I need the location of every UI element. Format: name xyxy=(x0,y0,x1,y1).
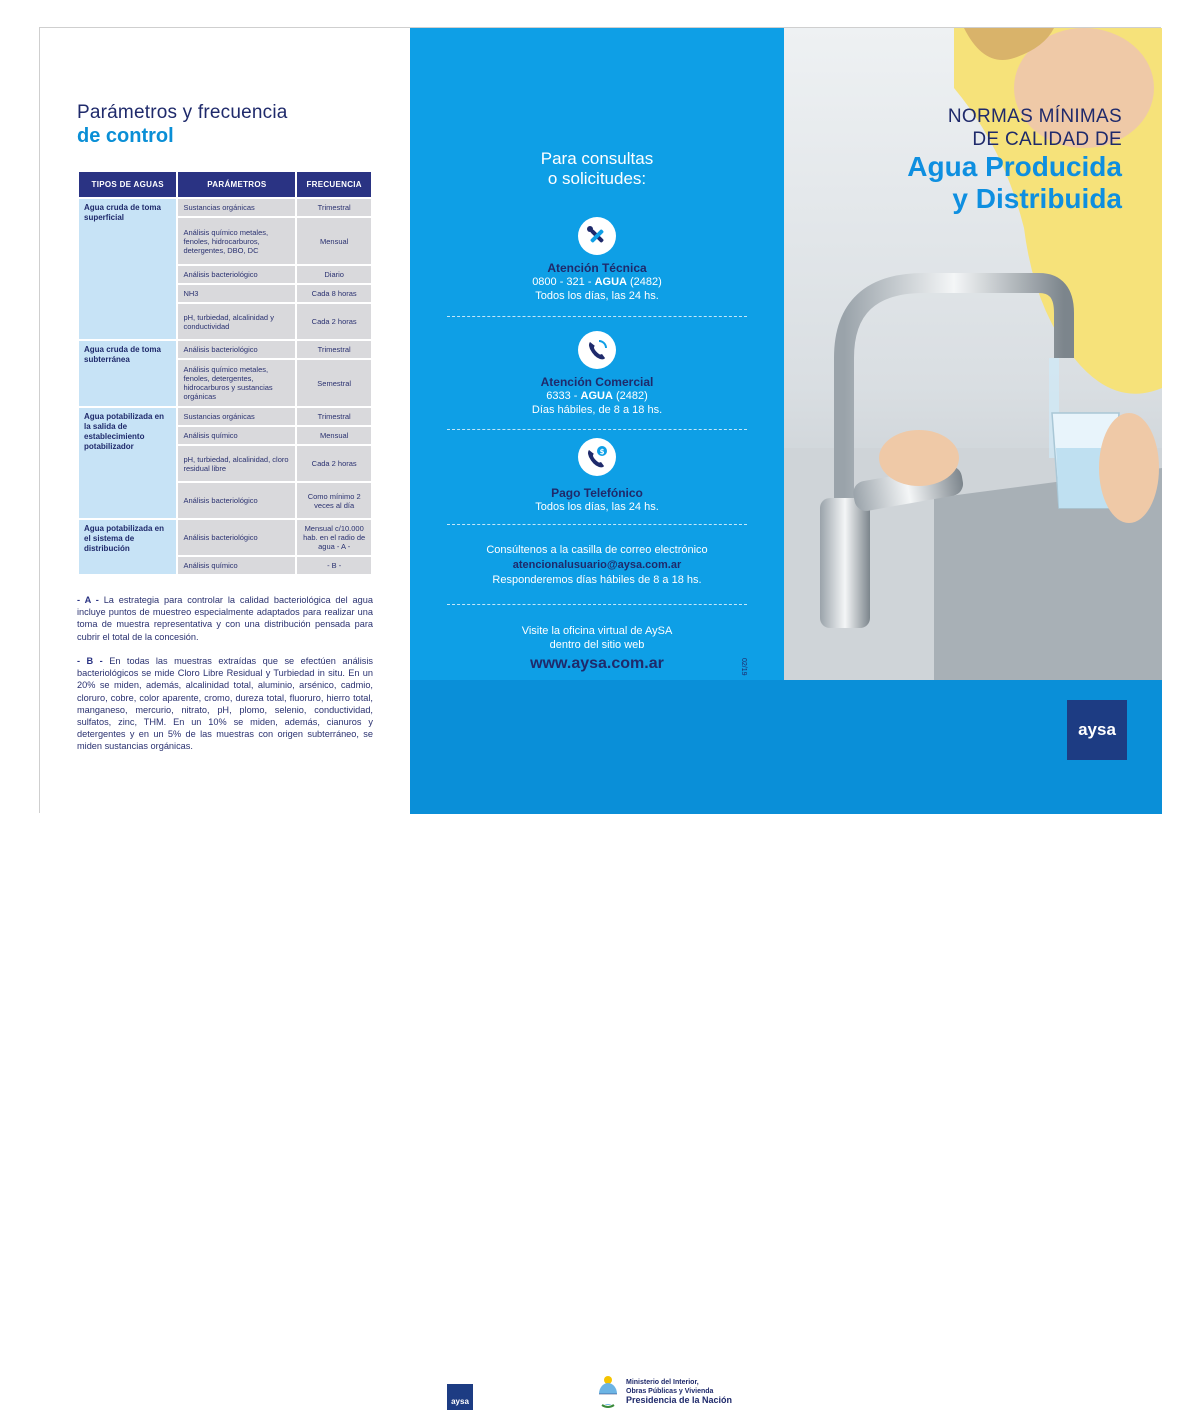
divider xyxy=(447,429,747,430)
param-cell: Análisis químico xyxy=(178,557,295,574)
email-link[interactable]: atencionalusuario@aysa.com.ar xyxy=(512,559,682,571)
param-cell: pH, turbiedad, alcalinidad, cloro residual libre xyxy=(178,446,295,481)
frequency-cell: Cada 2 horas xyxy=(297,446,371,481)
column-header-params: PARÁMETROS xyxy=(178,172,295,197)
param-cell: Análisis bacteriológico xyxy=(178,483,295,518)
frequency-cell: Trimestral xyxy=(297,408,371,425)
service-name: Atención Técnica xyxy=(547,261,647,275)
param-cell: Análisis químico xyxy=(178,427,295,444)
param-cell: pH, turbiedad, alcalinidad y conductividad xyxy=(178,304,295,339)
note-b-text: En todas las muestras extraídas que se efectúen análisis bacteriológicos se mide Cloro Libre Residual y Turbiedad in situ. En un 20% se miden, además, alcalinidad total, aluminio, arsénico, cadmio, cloruro, cobre, color aparente, cromo, dureza total, fluoruro, hierro total, manganeso, mercurio, nitrato, pH, plomo, selenio, conductividad, sulfatos, zinc, THM. En un 10% se miden, además, cianuros y detergentes y en un 5% de las muestras con origen subterráneo, se miden sustancias orgánicas. xyxy=(77,656,373,752)
web-line-1: Visite la oficina virtual de AySA xyxy=(521,625,673,637)
frequency-cell: - B - xyxy=(297,557,371,574)
service-name: Atención Comercial xyxy=(540,375,654,389)
note-a xyxy=(77,594,373,643)
param-cell: Sustancias orgánicas xyxy=(178,199,295,216)
headline-line-4: y Distribuida xyxy=(952,183,1122,214)
service-technical xyxy=(410,261,784,303)
param-cell: Análisis bacteriológico xyxy=(178,266,295,283)
ministry-line-3: Presidencia de la Nación xyxy=(626,1394,733,1405)
frequency-cell: Mensual c/10.000 hab. en el radio de agua - A - xyxy=(297,520,371,555)
frequency-cell: Cada 2 horas xyxy=(297,304,371,339)
param-cell: Sustancias orgánicas xyxy=(178,408,295,425)
website-link[interactable]: www.aysa.com.ar xyxy=(530,655,664,672)
water-type-cell: Agua cruda de toma subterránea xyxy=(79,341,176,406)
headline-line-3: Agua Producida xyxy=(907,151,1122,182)
tools-icon xyxy=(578,217,616,255)
headline-line-2: DE CALIDAD DE xyxy=(972,129,1122,150)
divider xyxy=(447,604,747,605)
divider xyxy=(447,316,747,317)
svg-text:$: $ xyxy=(599,448,605,456)
note-a-text: La estrategia para controlar la calidad bacteriológica del agua incluye puntos de muestreo especialmente adaptados para realizar una toma de muestra representativa y con una distribución pensada para cubrir el total de la concesión. xyxy=(77,595,373,642)
table-row xyxy=(79,341,371,358)
water-type-cell: Agua potabilizada en la salida de establecimiento potabilizador xyxy=(79,408,176,518)
param-cell: Análisis bacteriológico xyxy=(178,520,295,555)
divider xyxy=(447,524,747,525)
service-payment xyxy=(410,486,784,514)
email-block xyxy=(410,543,784,588)
param-cell: Análisis químico metales, fenoles, hidrocarburos, detergentes, DBO, DC xyxy=(178,218,295,264)
phone-suffix: (2482) xyxy=(612,390,648,402)
frequency-cell: Semestral xyxy=(297,360,371,406)
phone-icon xyxy=(578,331,616,369)
note-b xyxy=(77,655,373,753)
water-type-cell: Agua cruda de toma superficial xyxy=(79,199,176,339)
note-b-label: - B - xyxy=(77,656,103,666)
section-title: Parámetros y frecuencia xyxy=(77,102,288,123)
frequency-cell: Trimestral xyxy=(297,199,371,216)
frequency-cell: Trimestral xyxy=(297,341,371,358)
table-row xyxy=(79,520,371,555)
left-panel xyxy=(40,28,410,814)
ministry-line-1: Ministerio del Interior, xyxy=(626,1378,699,1386)
water-type-cell: Agua potabilizada en el sistema de distribución xyxy=(79,520,176,574)
frequency-cell: Cada 8 horas xyxy=(297,285,371,302)
frequency-cell: Como mínimo 2 veces al día xyxy=(297,483,371,518)
param-cell: NH3 xyxy=(178,285,295,302)
frequency-cell: Mensual xyxy=(297,218,371,264)
frequency-cell: Mensual xyxy=(297,427,371,444)
param-cell: Análisis bacteriológico xyxy=(178,341,295,358)
ministry-text xyxy=(626,1378,732,1405)
service-commercial xyxy=(410,375,784,417)
middle-panel xyxy=(410,28,784,1406)
param-cell: Análisis químico metales, fenoles, detergentes, hidrocarburos y sustancias orgánicas xyxy=(178,360,295,406)
phone-word: AGUA xyxy=(580,390,613,402)
headline-line-1: NORMAS MÍNIMAS xyxy=(947,106,1122,127)
consult-line-1: Para consultas xyxy=(540,149,654,168)
note-a-label: - A - xyxy=(77,595,99,605)
service-name: Pago Telefónico xyxy=(551,486,643,500)
phone-suffix: (2482) xyxy=(626,276,662,288)
aysa-small-logo: aysa xyxy=(447,1384,473,1410)
table-row xyxy=(79,408,371,425)
phone-prefix: 0800 - 321 - xyxy=(532,276,595,288)
service-phone xyxy=(410,389,784,403)
table-header-row xyxy=(79,172,371,197)
frequency-cell: Diario xyxy=(297,266,371,283)
headline xyxy=(907,105,1122,215)
consult-heading xyxy=(410,149,784,189)
email-intro: Consúltenos a la casilla de correo electrónico xyxy=(486,544,708,556)
column-header-frequency: FRECUENCIA xyxy=(297,172,371,197)
right-panel xyxy=(784,28,1162,814)
service-hours: Todos los días, las 24 hs. xyxy=(535,501,659,513)
coat-of-arms-icon xyxy=(596,1374,620,1408)
service-phone xyxy=(410,275,784,289)
print-code: 02/19 xyxy=(740,658,747,676)
phone-word: AGUA xyxy=(594,276,627,288)
phone-prefix: 6333 - xyxy=(546,390,581,402)
table-row xyxy=(79,199,371,216)
middle-footer xyxy=(410,680,784,1406)
email-hours: Responderemos días hábiles de 8 a 18 hs. xyxy=(492,574,702,586)
section-title-highlight: de control xyxy=(77,125,174,147)
aysa-logo: aysa xyxy=(1067,700,1127,760)
phone-payment-icon xyxy=(578,438,616,476)
parameters-table xyxy=(77,170,373,576)
column-header-types: TIPOS DE AGUAS xyxy=(79,172,176,197)
service-hours: Todos los días, las 24 hs. xyxy=(535,290,659,302)
web-line-2: dentro del sitio web xyxy=(549,639,645,651)
brochure-sheet xyxy=(39,27,1161,1406)
ministry-line-2: Obras Públicas y Vivienda xyxy=(626,1387,714,1395)
web-block xyxy=(410,624,784,652)
consult-line-2: o solicitudes: xyxy=(547,169,647,188)
service-hours: Días hábiles, de 8 a 18 hs. xyxy=(531,404,663,416)
ministry-logo xyxy=(596,1374,732,1408)
